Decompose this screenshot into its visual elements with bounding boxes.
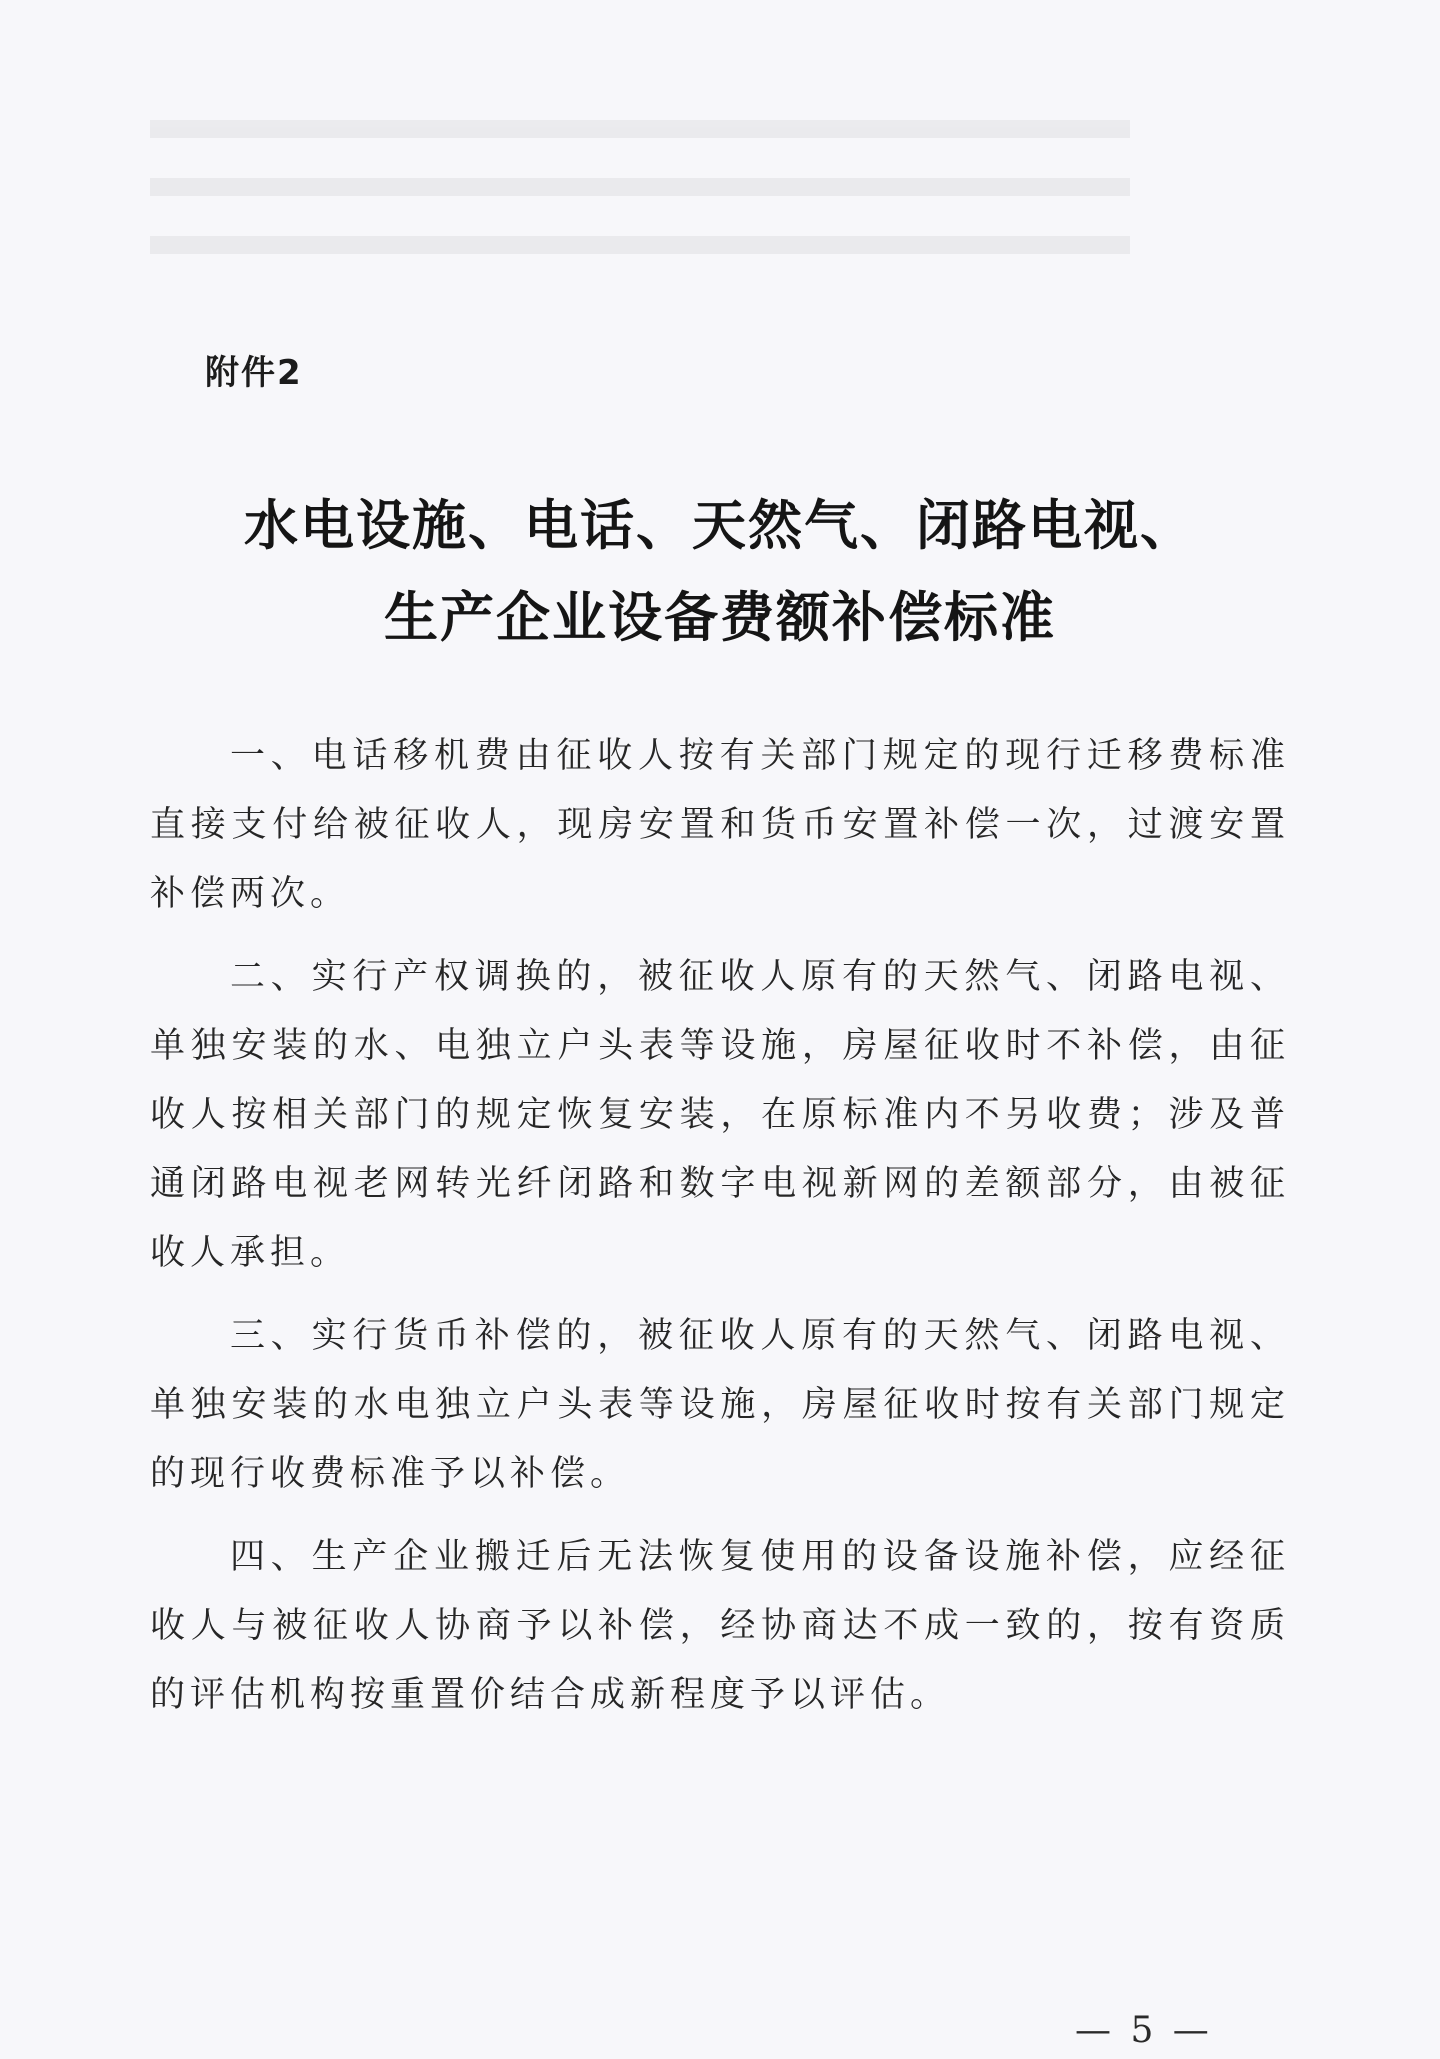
paragraph-1: 一、电话移机费由征收人按有关部门规定的现行迁移费标准直接支付给被征收人，现房安置和货币安置补偿一次，过渡安置补偿两次。	[150, 736, 1290, 914]
paragraph-4: 四、生产企业搬迁后无法恢复使用的设备设施补偿，应经征收人与被征收人协商予以补偿，经协商达不成一致的，按有资质的评估机构按重置价结合成新程度予以评估。	[150, 1537, 1290, 1715]
attachment-label: 附件2	[205, 353, 303, 393]
title-line-2: 生产企业设备费额补偿标准	[384, 586, 1056, 649]
document-body	[150, 722, 1290, 1744]
paragraph-3: 三、实行货币补偿的，被征收人原有的天然气、闭路电视、单独安装的水电独立户头表等设施，房屋征收时按有关部门规定的现行收费标准予以补偿。	[150, 1316, 1290, 1494]
document-title	[180, 480, 1260, 664]
page-number: — 5 —	[1075, 2010, 1213, 2051]
title-line-1: 水电设施、电话、天然气、闭路电视、	[244, 494, 1196, 557]
show-through-artifact	[150, 120, 1130, 280]
paragraph-2: 二、实行产权调换的，被征收人原有的天然气、闭路电视、单独安装的水、电独立户头表等设施，房屋征收时不补偿，由征收人按相关部门的规定恢复安装，在原标准内不另收费；涉及普通闭路电视老网转光纤闭路和数字电视新网的差额部分，由被征收人承担。	[150, 957, 1290, 1273]
